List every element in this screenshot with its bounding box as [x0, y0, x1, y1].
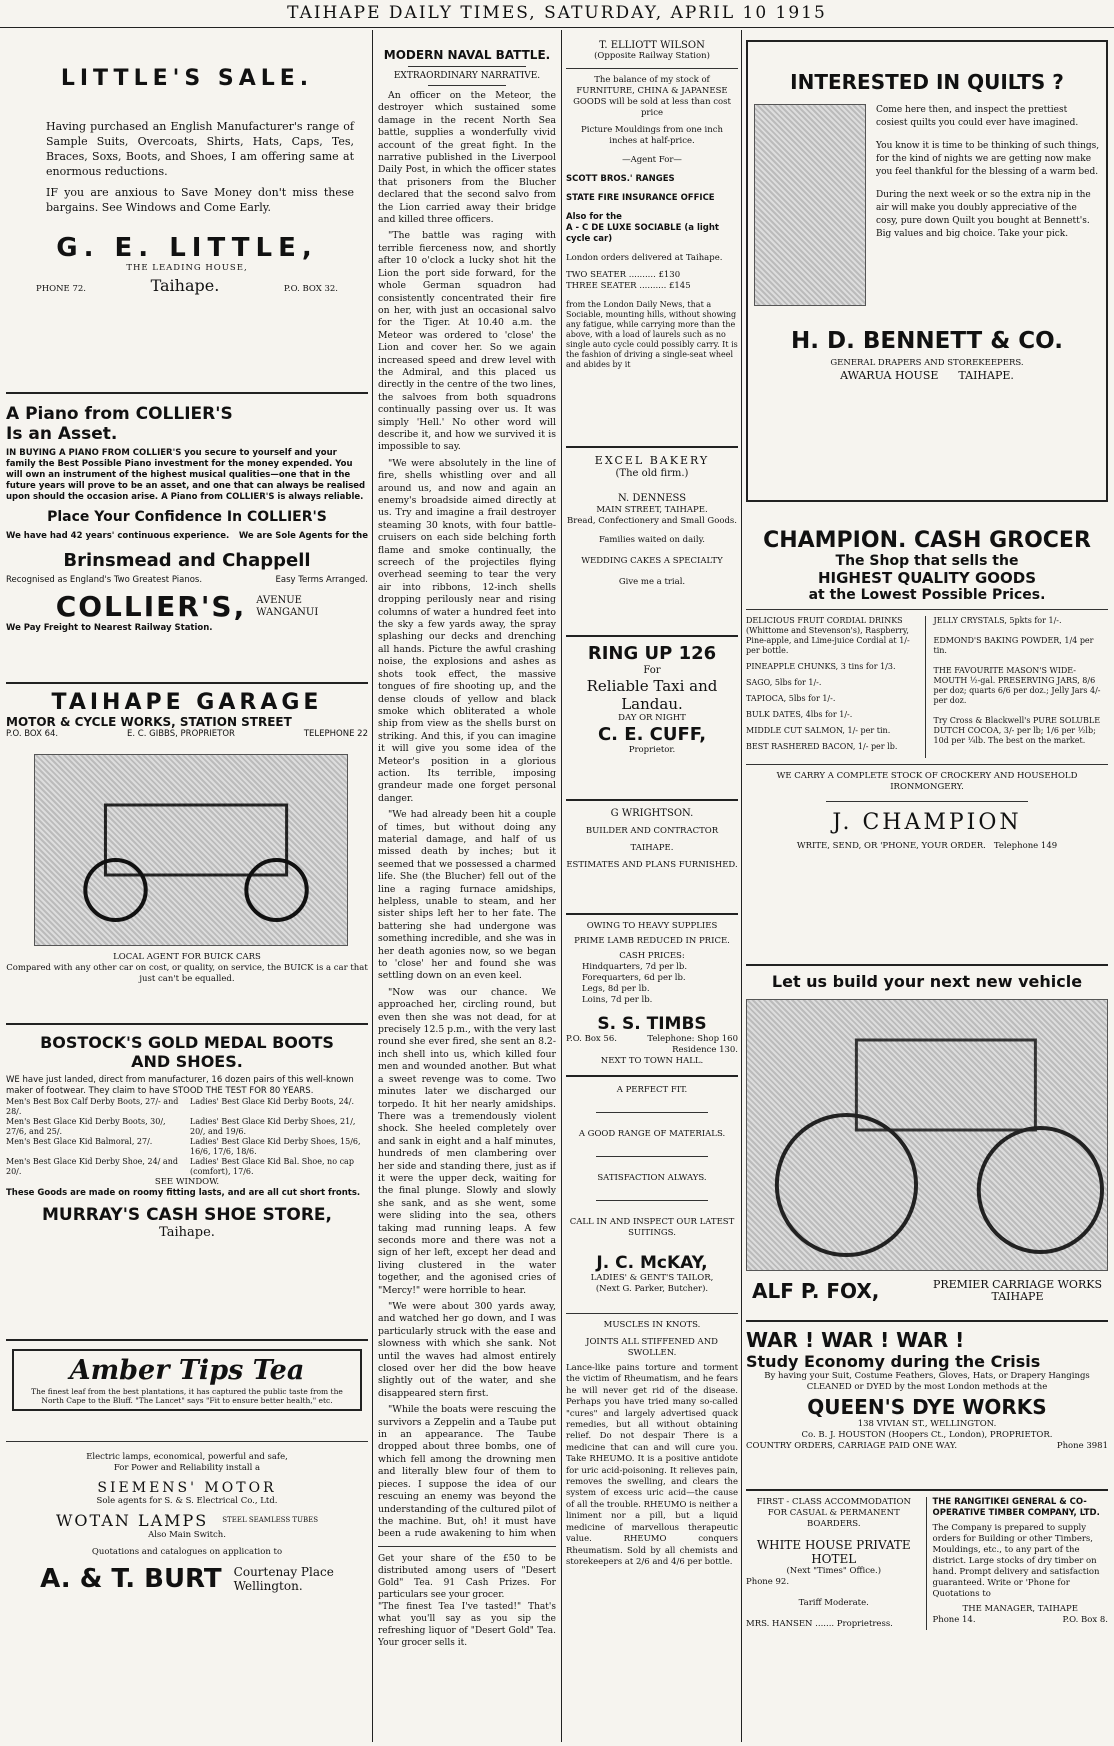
burt-line: Quotations and catalogues on application to	[91, 1547, 283, 1557]
divider	[826, 801, 1028, 802]
quilts-p1: Come here then, and inspect the prettiest cosiest quilts you could ever have imagined.	[876, 105, 1079, 128]
timber-box: P.O. Box 8.	[1062, 1615, 1108, 1625]
champion-item: TAPIOCA, 5lbs for 1/-.	[746, 694, 836, 703]
bakery-families: Families waited on daily.	[599, 535, 705, 545]
piano-terms: Easy Terms Arranged.	[275, 575, 368, 585]
divider	[566, 446, 738, 448]
bennett-trade: GENERAL DRAPERS AND STOREKEEPERS.	[830, 358, 1024, 368]
bostock-see: SEE WINDOW.	[154, 1177, 220, 1187]
timbs-price-item: Forequarters, 6d per lb.	[582, 973, 686, 983]
masthead: TAIHAPE DAILY TIMES, SATURDAY, APRIL 10 1915	[287, 3, 827, 23]
champion-item: DELICIOUS FRUIT CORDIAL DRINKS (Whittome and Stevenson's), Raspberry, Pine-apple, and Lime-juice Cordial at 1/- per bottle.	[746, 616, 910, 655]
car-icon	[35, 755, 347, 945]
bostock-ad	[6, 1033, 368, 1333]
wilson-two-seater: TWO SEATER .......... £130	[566, 270, 681, 280]
article-paragraph: "We had already been hit a couple of times, but without doing any material damage, and half of us missed death by inches; but it seemed that we possessed a charmed life. She (the Blucher) fell out of the line a raging furnace amidships, helpless, unable to steam, and her sister ships left her to her fate. The battering she had undergone was something incredible, and she was in her death agonies now, so we began to 'close' her and found she was settling down on an even keel.	[378, 809, 556, 982]
article-paragraph: "Now was our chance. We approached her, circling round, but even then she was not dead, for at precisely 12.5 p.m., with the very last round she ever fired, she sent an 8.2-inch shell into us, which killed four men and wounded another. But what a sweet revenge was to come. Two minutes later we discharged our torpedo. It hit her nearly amidships. There was a tremendously violent shock. She heeled completely over and sank in eight and a half minutes, hundreds of men clambering over her side and standing there, just as if it were the upper deck, waiting for the final plunge. Slowly and slowly she sank, and as she went, some were sliding into the sea, others taking mad running leaps. A few seconds more and there was not a sign of her left, except her dead and living clustered in the water together, and the agonised cries of "Mercy!" were horrible to hear.	[378, 986, 556, 1296]
champion-write: WRITE, SEND, OR 'PHONE, YOUR ORDER.	[796, 841, 986, 851]
champion-ad	[746, 528, 1108, 958]
divider	[746, 764, 1108, 765]
wrightson-est: ESTIMATES AND PLANS FURNISHED.	[566, 860, 738, 870]
colliers-freight: We Pay Freight to Nearest Railway Station.	[6, 623, 213, 633]
wrightson-town: TAIHAPE.	[630, 843, 674, 853]
timbs-prime: PRIME LAMB REDUCED IN PRICE.	[574, 936, 730, 946]
wilson-ad	[566, 30, 738, 440]
timbs-box: P.O. Box 56.	[566, 1034, 617, 1044]
piano-brand: Brinsmead and Chappell	[63, 550, 311, 571]
piano-title-2: Is an Asset.	[6, 424, 118, 444]
wrightson-trade: BUILDER AND CONTRACTOR	[585, 826, 719, 836]
timbs-cash: CASH PRICES:	[619, 951, 685, 961]
siemens-line-2: For Power and Reliability install a	[113, 1463, 261, 1473]
bakery-title: EXCEL BAKERY	[594, 454, 710, 467]
little-name: G. E. LITTLE,	[56, 233, 318, 263]
wilson-pictures: Picture Mouldings from one inch inches at half-price.	[581, 125, 723, 146]
naval-title: MODERN NAVAL BATTLE.	[383, 48, 551, 62]
bennett-name: H. D. BENNETT & CO.	[791, 328, 1063, 354]
champion-item: BEST RASHERED BACON, 1/- per lb.	[746, 742, 898, 751]
wotan-note: STEEL SEAMLESS TUBES	[222, 1516, 319, 1524]
article-paragraph: "We were absolutely in the line of fire, shells whistling over and all around us, and now and again an enemy's broadside aimed directly at us. Try and imagine a frail destroyer steaming 30 knots, with four battle-cruisers on each side belching forth flame and smoke continually, the screech of the projectiles flying overhead seeming to tear the very air into ribbons, 12-inch shells dropping perilously near and rising columns of water a hundred feet into the sky a few yards away, the spray splashing our decks and drenching all hands. Picture the awful crashing noise, the explosions and ashes as shots took effect, the massive tongues of fire shooting up, and the dense clouds of yellow and black smoke which obliterated a whole ship from view as the shells burst on striking. And this, if you can imagine it will give you some idea of the Meteor's position in a glorious action. Its terrible, imposing grandeur made one forget personal danger.	[378, 457, 556, 804]
timbs-tel: Telephone: Shop 160	[647, 1034, 738, 1044]
divider	[408, 66, 526, 67]
column-1	[6, 30, 368, 1742]
bakery-goods: Bread, Confectionery and Small Goods.	[567, 516, 737, 526]
garage-caption-1: LOCAL AGENT FOR BUICK CARS	[113, 952, 261, 962]
amber-tips-ad	[6, 1349, 368, 1435]
article-paragraph: An officer on the Meteor, the destroyer which sustained some damage in the recent North Sea battle, supplies a wonderfully vivid account of the great fight. In the narrative published in the Liverpool Daily Post, in which the officer states that prisoners from the Blucher declared that the second salvo from the Lion carried away their bridge and killed three officers.	[378, 90, 556, 226]
timber-company-ad	[933, 1497, 1109, 1630]
little-phone: PHONE 72.	[36, 284, 86, 294]
champion-item: JELLY CRYSTALS, 5pkts for 1/-.	[933, 616, 1062, 625]
dye-address: 138 VIVIAN ST., WELLINGTON.	[857, 1419, 997, 1429]
taxi-for: For	[643, 665, 661, 676]
little-ad	[6, 66, 368, 386]
bostock-item-ladies: Ladies' Best Glace Kid Derby Shoes, 21/, 20/, and 19/6.	[190, 1117, 356, 1136]
little-box: P.O. BOX 32.	[283, 284, 338, 294]
little-house: THE LEADING HOUSE,	[126, 263, 248, 273]
taxi-owner: C. E. CUFF,	[597, 724, 707, 745]
dye-name: QUEEN'S DYE WORKS	[807, 1395, 1047, 1419]
little-title: LITTLE'S SALE.	[60, 66, 314, 91]
taxi-prop: Proprietor.	[628, 745, 676, 755]
colliers-address-2: WANGANUI	[256, 606, 319, 618]
colliers-name: COLLIER'S,	[55, 590, 247, 623]
wrightson-ad	[566, 807, 738, 907]
bennett-town: TAIHAPE.	[958, 369, 1014, 382]
murray-town: Taihape.	[159, 1225, 215, 1240]
bostock-row	[6, 1097, 368, 1117]
piano-years: We have had 42 years' continuous experience.	[6, 531, 230, 541]
wilson-scott: SCOTT BROS.' RANGES	[566, 174, 675, 184]
divider	[746, 964, 1108, 966]
quilts-ad	[746, 40, 1108, 502]
column-3	[566, 30, 738, 1742]
champion-item: BULK DATES, 4lbs for 1/-.	[746, 710, 853, 719]
mckay-call: CALL IN AND INSPECT OUR LATEST SUITINGS.	[569, 1217, 735, 1238]
mckay-next: (Next G. Parker, Butcher).	[595, 1284, 709, 1294]
hotel-owner: MRS. HANSEN ....... Proprietress.	[746, 1619, 893, 1629]
taxi-reliable: Reliable Taxi and	[586, 677, 718, 695]
wilson-agent: —Agent For—	[622, 155, 682, 165]
dye-phone: Phone 3981	[1056, 1441, 1108, 1451]
divider	[746, 1489, 1108, 1491]
bostock-row	[6, 1117, 368, 1137]
divider	[6, 1023, 368, 1025]
garage-title: TAIHAPE GARAGE	[51, 690, 323, 715]
taxi-day: DAY OR NIGHT	[618, 713, 686, 723]
timber-manager: THE MANAGER, TAIHAPE	[962, 1604, 1078, 1614]
burt-address-1: Courtenay Place	[233, 1565, 334, 1579]
desert-gold-2: "The finest Tea I've tasted!" That's what you'll say as you sip the refreshing liquor of "Desert Gold" Tea. Your grocer sells it.	[378, 1602, 556, 1648]
carriage-photo	[746, 999, 1108, 1271]
divider	[596, 1112, 708, 1113]
bostock-item-mens: Men's Best Glace Kid Derby Boots, 30/, 27/6, and 25/.	[6, 1117, 166, 1136]
mckay-fit: A PERFECT FIT.	[616, 1085, 688, 1095]
carriage-icon	[747, 1000, 1107, 1270]
champion-sub-3: at the Lowest Possible Prices.	[808, 587, 1046, 603]
muscles-body: Lance-like pains torture and torment the victim of Rheumatism, and he fears he will never get rid of the disease. Perhaps you have tried many so-called "cures" and largely advertised quack remedies, but all without obtaining relief. Do not despair There is a medicine that can and will cure you. Take RHEUMO. It is a positive antidote for uric acid-poisoning. It relieves pain, removes the swelling, and clears the system of excess uric acid—the cause of all the trouble. RHEUMO is neither a liniment nor a pill, but a liquid medicine of marvellous therapeutic value. RHEUMO conquers Rheumatism. Sold by all chemists and storekeepers at 2/6 and 4/6 per bottle.	[566, 1363, 738, 1567]
divider	[566, 1313, 738, 1314]
bostock-item-ladies: Ladies' Best Glace Kid Derby Boots, 24/.	[190, 1097, 354, 1106]
siemens-agents: Sole agents for S. & S. Electrical Co., Ltd.	[96, 1496, 278, 1506]
garage-ad	[6, 690, 368, 1017]
champion-item: EDMOND'S BAKING POWDER, 1/4 per tin.	[933, 636, 1094, 655]
column-rule-3	[741, 30, 742, 1742]
wilson-name: T. ELLIOTT WILSON	[599, 40, 705, 51]
wotan-name: WOTAN LAMPS	[55, 1511, 209, 1530]
fox-town: TAIHAPE	[991, 1290, 1044, 1303]
divider	[6, 1441, 368, 1442]
taxi-landau: Landau.	[621, 695, 683, 713]
wrightson-name: G WRIGHTSON.	[610, 808, 694, 819]
column-rule-1	[372, 30, 373, 1742]
little-town: Taihape.	[150, 276, 220, 295]
divider	[566, 913, 738, 915]
timbs-owing: OWING TO HEAVY SUPPLIES	[586, 921, 718, 931]
timbs-price-list	[566, 962, 738, 1006]
piano-recognised: Recognised as England's Two Greatest Pianos.	[6, 575, 203, 585]
divider	[746, 1320, 1108, 1322]
garage-tel: TELEPHONE 22	[303, 729, 368, 739]
wotan-stock: Also Main Switch.	[148, 1530, 226, 1540]
hotel-next: (Next "Times" Office.)	[786, 1566, 882, 1576]
quilts-p3: During the next week or so the extra nip in the air will make you doubly appreciative of the cosy, pure down Quilt you bought at Bennett's. Big values and big choice. Take your pick.	[876, 190, 1091, 239]
article-paragraph: "While the boats were rescuing the survivors a Zeppelin and a Taube put in an appearance. The Taube dropped about three bombs, one of which fell among the drowning men and literally blew four of them to pieces. I suppose the idea of our rescuing an enemy was beyond the understanding of the cultured pilot of the machine. But, oh! it must have been a rude awakening to him when	[378, 1404, 556, 1540]
column-2	[378, 30, 556, 1742]
bostock-item-ladies: Ladies' Best Glace Kid Derby Shoes, 15/6, 16/6, 17/6, 18/6.	[190, 1137, 361, 1156]
divider	[566, 635, 738, 637]
war-sub: Study Economy during the Crisis	[746, 1352, 1041, 1371]
wilson-three-seater: THREE SEATER .......... £145	[566, 281, 691, 291]
garage-prop: E. C. GIBBS, PROPRIETOR	[127, 729, 235, 739]
bostock-row	[6, 1137, 368, 1157]
garage-sub: MOTOR & CYCLE WORKS, STATION STREET	[6, 715, 292, 729]
little-body1: Having purchased an English Manufacturer's range of Sample Suits, Overcoats, Shirts, Hats, Caps, Tes, Braces, Soxs, Boots, and Shoes, I am offering same at enormous reductions.	[46, 120, 354, 178]
timbs-price-item: Loins, 7d per lb.	[582, 995, 653, 1005]
timbs-res: Residence 130.	[672, 1045, 738, 1055]
champion-item: THE FAVOURITE MASON'S WIDE-MOUTH ½-gal. PRESERVING JARS, 8/6 per doz; quarts 6/6 per doz.; Jelly Jars 4/- per doz.	[933, 666, 1101, 705]
divider	[6, 1339, 368, 1341]
column-rule-2	[561, 30, 562, 1742]
timber-title: THE RANGITIKEI GENERAL & CO-OPERATIVE TIMBER COMPANY, LTD.	[932, 1497, 1100, 1518]
timbs-next: NEXT TO TOWN HALL.	[600, 1056, 704, 1066]
taxi-ad	[566, 643, 738, 793]
dye-country: COUNTRY ORDERS, CARRIAGE PAID ONE WAY.	[746, 1441, 958, 1451]
bennett-house: AWARUA HOUSE	[840, 369, 939, 382]
divider	[746, 609, 1108, 610]
garage-po: P.O. BOX 64.	[6, 729, 59, 739]
mckay-name: J. C. McKAY,	[596, 1253, 708, 1273]
quilt-illustration-icon	[754, 104, 866, 306]
mckay-range: A GOOD RANGE OF MATERIALS.	[578, 1129, 726, 1139]
champion-item: Try Cross & Blackwell's PURE SOLUBLE DUTCH COCOA, 3/- per lb; 1/6 per ½lb; 10d per ¼lb. The best on the market.	[933, 716, 1101, 745]
bostock-price-list	[6, 1097, 368, 1177]
siemens-ad	[6, 1452, 368, 1632]
siemens-name: SIEMENS' MOTOR	[97, 1480, 277, 1496]
bakery-street: MAIN STREET, TAIHAPE.	[596, 505, 708, 515]
colliers-ad	[6, 404, 368, 676]
article-paragraph: "The battle was raging with terrible fierceness now, and shortly after 10 o'clock a lucky shot hit the Lion the port side forward, for the whole German squadron had consistently concentrated their fire on her, with just an occasional salvo for the Tiger. At 10.40 a.m. the Meteor was ordered to 'close' the Lion and cover her. So we again increased speed and drew level with the Admiral, and this placed us directly in the centre of the two lines, the salvoes from both squadrons continually passing over us. It was simply 'Hell.' No other word will describe it, and how we survived it is impossible to say.	[378, 230, 556, 453]
hotel-phone: Phone 92.	[746, 1577, 790, 1587]
war-title: WAR ! WAR ! WAR !	[746, 1328, 965, 1352]
garage-caption-2: Compared with any other car on cost, or quality, on service, the BUICK is a car that just can't be equalled.	[6, 963, 368, 984]
champion-right-list	[934, 616, 1109, 758]
champion-item: PINEAPPLE CHUNKS, 3 tins for 1/3.	[746, 662, 896, 671]
bostock-item-ladies: Ladies' Best Glace Kid Bal. Shoe, no cap (comfort), 17/6.	[190, 1157, 354, 1176]
champion-tel: Telephone 149	[993, 841, 1058, 851]
bakery-trial: Give me a trial.	[618, 577, 686, 587]
war-body: By having your Suit, Costume Feathers, Gloves, Hats, or Drapery Hangings CLEANED or DYED by the most London methods at the	[764, 1371, 1090, 1392]
timbs-ad	[566, 921, 738, 1069]
champion-sub-1: The Shop that sells the	[835, 553, 1019, 569]
bostock-note: These Goods are made on roomy fitting lasts, and are all cut short fronts.	[6, 1188, 361, 1198]
quilts-title: INTERESTED IN QUILTS ?	[790, 70, 1064, 94]
divider	[6, 392, 368, 394]
bakery-wedding: WEDDING CAKES A SPECIALTY	[581, 556, 723, 566]
bostock-row	[6, 1157, 368, 1177]
bakery-ad	[566, 454, 738, 629]
mckay-satisfaction: SATISFACTION ALWAYS.	[597, 1173, 707, 1183]
column-4	[746, 30, 1108, 1742]
champion-stock: WE CARRY A COMPLETE STOCK OF CROCKERY AND HOUSEHOLD IRONMONGERY.	[776, 771, 1078, 792]
desert-gold-1: Get your share of the £50 to be distributed among users of "Desert Gold" Tea. 91 Cash Prizes. For particulars see your grocer.	[378, 1554, 556, 1600]
wilson-sociable: A - C DE LUXE SOCIABLE (a light cycle car)	[566, 223, 719, 244]
divider	[6, 682, 368, 684]
fox-name: ALF P. FOX,	[752, 1279, 880, 1303]
mckay-ad	[566, 1085, 738, 1307]
naval-article	[378, 90, 556, 1540]
hotel-tariff: Tariff Moderate.	[798, 1598, 869, 1608]
taxi-title: RING UP 126	[587, 643, 717, 664]
muscles-sub: JOINTS ALL STIFFENED AND SWOLLEN.	[586, 1337, 718, 1358]
champion-left-list	[746, 616, 926, 758]
wilson-sub: (Opposite Railway Station)	[594, 51, 710, 61]
wilson-fire: STATE FIRE INSURANCE OFFICE	[566, 193, 715, 203]
divider	[596, 1200, 708, 1201]
masthead-rule	[0, 27, 1114, 28]
muscles-title: MUSCLES IN KNOTS.	[603, 1320, 701, 1330]
amber-title: Amber Tips Tea	[69, 1355, 305, 1386]
fox-trade: PREMIER CARRIAGE WORKS	[932, 1278, 1102, 1291]
divider	[428, 85, 506, 86]
champion-item: SAGO, 5lbs for 1/-.	[746, 678, 822, 687]
article-paragraph: "We were about 300 yards away, and watched her go down, and I was particularly struck with the ease and slowness with which she sank. Not until the waves had almost entirely closed over her did the bow heave slightly out of the water, and she disappeared stern first.	[378, 1301, 556, 1399]
wilson-body: The balance of my stock of FURNITURE, CHINA & JAPANESE GOODS will be sold at less than cost price	[573, 75, 731, 118]
hotel-intro: FIRST - CLASS ACCOMMODATION FOR CASUAL & PERMANENT BOARDERS.	[756, 1497, 911, 1529]
wilson-also: Also for the	[566, 212, 622, 222]
bottom-ads	[746, 1497, 1108, 1630]
divider	[566, 1075, 738, 1077]
wilson-london: London orders delivered at Taihape.	[566, 253, 723, 263]
fox-ad	[746, 972, 1108, 1314]
divider	[596, 1156, 708, 1157]
divider	[566, 68, 738, 69]
champion-name: J. CHAMPION	[832, 810, 1022, 835]
wilson-footer: from the London Daily News, that a Sociable, mounting hills, without showing any fatigue, while carrying more than the above, with a load of laurels such as no single auto cycle could possibly carry. It is the fashion of driving a single-seat wheel and abides by it	[566, 300, 738, 369]
buick-car-photo	[34, 754, 348, 946]
piano-title-1: A Piano from COLLIER'S	[6, 404, 233, 424]
bostock-body: WE have just landed, direct from manufacturer, 16 dozen pairs of this well-known maker of footwear. They claim to have STOOD THE TEST FOR 80 YEARS.	[6, 1075, 354, 1096]
rheumo-ad	[566, 1320, 738, 1568]
amber-sub: The finest leaf from the best plantations, it has captured the public taste from the North Cape to the Bluff. "The Lancet" says "Fit to ensure better health," etc.	[31, 1387, 343, 1405]
dye-works-ad	[746, 1328, 1108, 1483]
bostock-title-1: BOSTOCK'S GOLD MEDAL BOOTS	[40, 1033, 334, 1052]
bostock-item-mens: Men's Best Glace Kid Derby Shoe, 24/ and 20/.	[6, 1157, 178, 1176]
burt-address-2: Wellington.	[233, 1579, 303, 1593]
champion-item: MIDDLE CUT SALMON, 1/- per tin.	[746, 726, 891, 735]
piano-agents: We are Sole Agents for the	[238, 531, 368, 541]
dye-prop: Co. B. J. HOUSTON (Hoopers Ct., London), PROPRIETOR.	[801, 1430, 1053, 1440]
timber-body: The Company is prepared to supply orders for Building or other Timbers, Mouldings, etc., to any part of the district. Large stocks of dry timber on hand. Prompt delivery and satisfaction guaranteed. Write or 'Phone for Quotations to	[932, 1523, 1100, 1599]
white-house-hotel-ad	[746, 1497, 927, 1630]
vehicle-title: Let us build your next new vehicle	[771, 972, 1083, 991]
mckay-trade: LADIES' & GENT'S TAILOR,	[590, 1273, 714, 1283]
bostock-title-2: AND SHOES.	[131, 1052, 243, 1071]
bakery-sub: (The old firm.)	[615, 468, 689, 479]
murray-name: MURRAY'S CASH SHOE STORE,	[41, 1205, 333, 1225]
piano-confidence: Place Your Confidence In COLLIER'S	[47, 509, 327, 525]
champion-sub-2: HIGHEST QUALITY GOODS	[817, 569, 1037, 587]
timbs-name: S. S. TIMBS	[597, 1014, 707, 1034]
piano-body: IN BUYING A PIANO FROM COLLIER'S you secure to yourself and your family the Best Possible Piano investment for the money expended. You will own an instrument of the highest musical qualities—one that in the future years will prove to be an asset, and one that can always be realised upon should the occasion arise. A Piano from COLLIER'S is always reliable.	[6, 448, 366, 502]
colliers-address-1: AVENUE	[256, 594, 302, 606]
little-body2: IF you are anxious to Save Money don't miss these bargains. See Windows and Come Early.	[46, 186, 354, 214]
divider	[566, 799, 738, 801]
timber-phone: Phone 14.	[932, 1615, 976, 1625]
timbs-price-item: Legs, 8d per lb.	[582, 984, 650, 994]
naval-sub: EXTRAORDINARY NARRATIVE.	[393, 71, 541, 81]
divider	[378, 1546, 556, 1547]
bakery-owner: N. DENNESS	[617, 493, 687, 504]
quilts-p2: You know it is time to be thinking of such things, for the kind of nights we are getting now make you feel thankful for the blessing of a warm bed.	[876, 141, 1100, 177]
burt-name: A. & T. BURT	[40, 1564, 222, 1594]
bostock-item-mens: Men's Best Box Calf Derby Boots, 27/- and 28/.	[6, 1097, 179, 1116]
siemens-line-1: Electric lamps, economical, powerful and safe,	[86, 1452, 288, 1462]
hotel-name: WHITE HOUSE PRIVATE HOTEL	[756, 1538, 911, 1566]
champion-title: CHAMPION. CASH GROCER	[763, 528, 1091, 553]
timbs-price-item: Hindquarters, 7d per lb.	[582, 962, 688, 972]
bostock-item-mens: Men's Best Glace Kid Balmoral, 27/.	[6, 1137, 153, 1146]
